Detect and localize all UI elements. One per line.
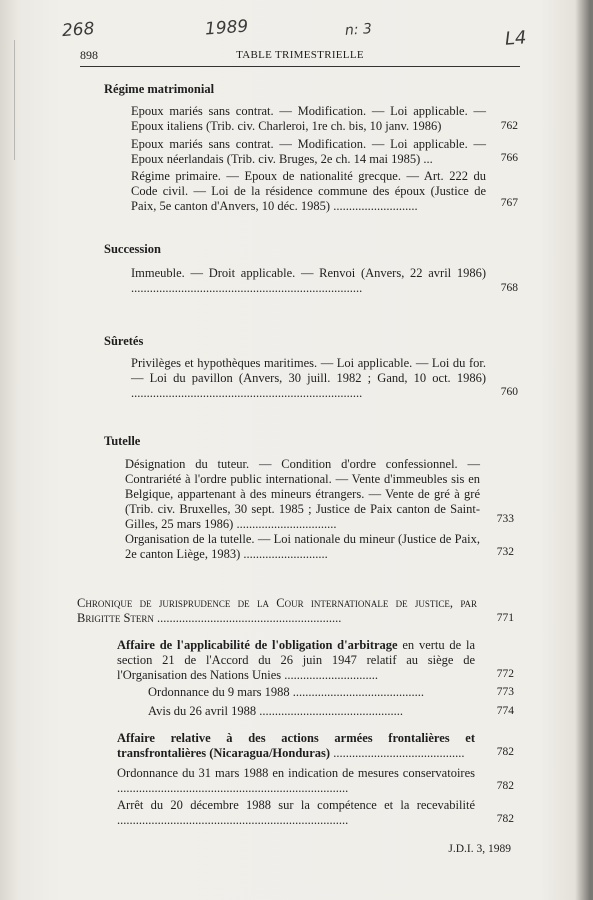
- entry-page: 733: [496, 513, 514, 525]
- affaire-sub-entry: Avis du 26 avril 1988 ..............................................: [148, 704, 403, 718]
- affaire-text: ..........................................: [330, 746, 465, 760]
- entry-text: Organisation de la tutelle. — Loi nationale du mineur (Justice de Paix, 2e canton Liège, 1983) ...........................: [125, 532, 480, 561]
- affaire-sub-entry: Ordonnance du 9 mars 1988 ..........................................: [148, 685, 425, 699]
- entry-page: 767: [500, 197, 518, 209]
- index-entry: [131, 137, 486, 167]
- index-entry: [131, 169, 486, 214]
- entry-page: 768: [500, 282, 518, 294]
- affaire-title: Affaire de l'applicabilité de l'obligation d'arbitrage: [117, 638, 398, 652]
- entry-page: 782: [496, 813, 514, 825]
- entry-text: Epoux mariés sans contrat. — Modification. — Loi applicable. — Epoux italiens (Trib. civ. Charleroi, 1re ch. bis, 10 janv. 1986): [131, 104, 486, 133]
- entry-page: 732: [496, 546, 514, 558]
- entry-page: 774: [496, 705, 514, 717]
- entry-page: 762: [500, 120, 518, 132]
- entry-page: 773: [496, 686, 514, 698]
- section-heading: Sûretés: [104, 334, 144, 348]
- handwritten-note-c: n: 3: [344, 21, 373, 39]
- entry-page: 782: [496, 780, 514, 792]
- handwritten-note-d: L4: [504, 27, 528, 50]
- index-entry: [131, 356, 486, 401]
- margin-scratch: [14, 40, 15, 160]
- chronique-title: Chronique de jurisprudence de la Cour internationale de justice, par Brigitte Stern ...........................................................: [77, 596, 477, 625]
- section-heading: Succession: [104, 242, 161, 256]
- index-entry: [125, 457, 480, 532]
- entry-text: Privilèges et hypothèques maritimes. — Loi applicable. — Loi du for. — Loi du pavillon (Anvers, 30 juill. 1982 ; Gand, 10 oct. 1986) ..........................................................................: [131, 356, 486, 400]
- entry-page: 782: [496, 746, 514, 758]
- affaire-text: en vertu de la section 21 de l'Accord du 26 juin 1947 relatif au siège de l'Organisation des Nations Unies ..............................: [117, 638, 475, 682]
- section-heading: Régime matrimonial: [104, 82, 215, 96]
- entry-page: 771: [496, 612, 514, 624]
- index-entry: [131, 104, 486, 134]
- index-entry: [125, 532, 480, 562]
- section-heading: Tutelle: [104, 434, 141, 448]
- affaire-entry: [117, 638, 475, 683]
- handwritten-note-a: 268: [61, 18, 96, 42]
- running-header: [80, 48, 520, 67]
- running-title: TABLE TRIMESTRIELLE: [236, 49, 364, 61]
- footer-citation: J.D.I. 3, 1989: [448, 843, 511, 855]
- entry-page: 766: [500, 152, 518, 164]
- entry-text: Immeuble. — Droit applicable. — Renvoi (Anvers, 22 avril 1986) ..........................................................................: [131, 266, 486, 295]
- affaire-entry: [117, 731, 475, 761]
- entry-page: 760: [500, 386, 518, 398]
- index-entry: [131, 266, 486, 296]
- page-number: 898: [80, 48, 98, 62]
- entry-text: Désignation du tuteur. — Condition d'ordre confessionnel. — Contrariété à l'ordre public international. — Vente d'immeubles sis en Belgique, appartenant à des mineurs étrangers. — Vente de gré à gré (Trib. civ. Bruxelles, 30 sept. 1985 ; Justice de Paix canton de Saint-Gilles, 25 mars 1986) ................................: [125, 457, 480, 531]
- affaire-sub-entry: Arrêt du 20 décembre 1988 sur la compétence et la recevabilité ..........................................................................: [117, 798, 475, 827]
- handwritten-note-b: 1989: [204, 16, 249, 40]
- affaire-sub-entry: Ordonnance du 31 mars 1988 en indication de mesures conservatoires ..........................................................................: [117, 766, 475, 795]
- entry-text: Régime primaire. — Epoux de nationalité grecque. — Art. 222 du Code civil. — Loi de la résidence commune des époux (Justice de Paix, 5e canton d'Anvers, 10 déc. 1985) ...........................: [131, 169, 486, 213]
- affaire-title: Affaire relative à des actions armées frontalières et transfrontalières (Nicaragua/Honduras): [117, 731, 475, 760]
- entry-page: 772: [496, 668, 514, 680]
- entry-text: Epoux mariés sans contrat. — Modification. — Loi applicable. — Epoux néerlandais (Trib. civ. Bruges, 2e ch. 14 mai 1985) ...: [131, 137, 486, 166]
